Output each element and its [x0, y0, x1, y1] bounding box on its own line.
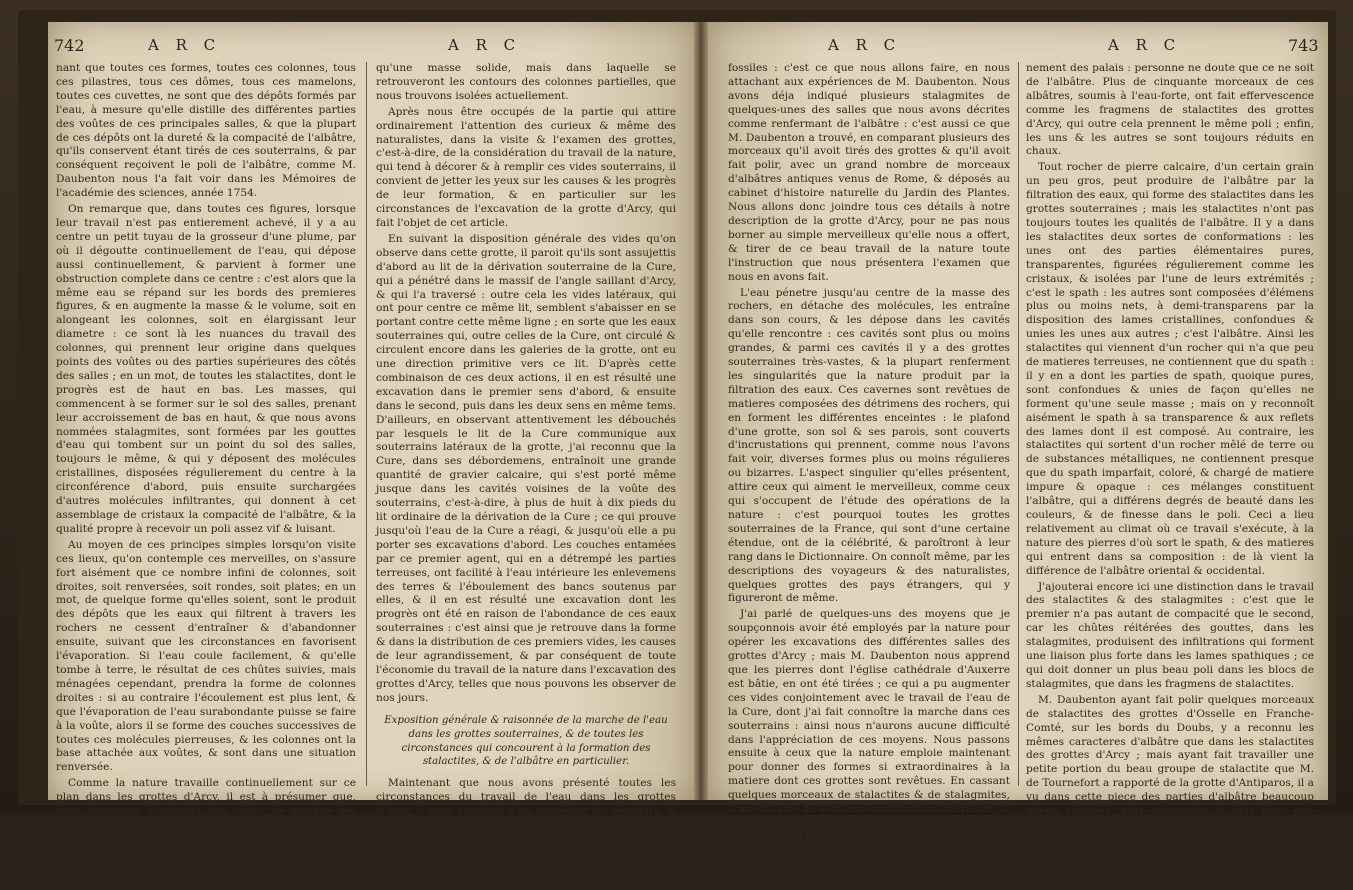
- running-head-right-col2: A R C: [1108, 36, 1182, 54]
- page-number-left: 742: [54, 36, 85, 55]
- paragraph: J'ai parlé de quelques-uns des moyens que je soupçonnois avoir été employés par la nature pour opérer les excavations des différentes salles des grottes d'Arcy ; mais M. Daubenton nous apprend que les pierres dont l'église cathédrale d'Auxerre est bâtie, en ont été tirées ; ce qui a pu augmenter ces vides conjointement avec le travail de l'eau de la Cure, dont j'ai fait connoître la marche dans ces souterrains : ainsi nous n'aurons aucune difficulté dans l'appréciation de ces moyens. Nous passons ensuite à ceux que la nature emploie maintenant pour donner des formes si extraordinaires à la matiere dont ces grottes sont revêtues. En cassant quelques morceaux de stalactites & de stalagmites, il me fut aisé de voir leur construction intérieure, & de reconnoître que cette matiere étoit de l'albâtre, comme nous l'avons déja dit d'après M. Daubenton.: [728, 608, 1010, 843]
- paragraph: Comme la nature travaille continuellement sur ce plan dans les grottes d'Arcy, il est à présumer que, dans beaucoup d'endroits des salles, le nombre des dépôts augmentera au point qu'il ne restera plus de vide, & que le tout ne formera plus: [56, 777, 356, 845]
- paragraph: L'eau pénetre jusqu'au centre de la masse des rochers, en détache des molécules, les entraîne dans son cours, & les dépose dans les cavités qu'elle rencontre : ces cavités sont plus ou moins grandes, & parmi ces cavités il y a des grottes souterraines très-vastes, & la plupart renferment les singularités que la nature produit par la filtration des eaux. Ces cavernes sont revêtues de matieres composées des détrimens des rochers, qui en forment les différentes enceintes : le plafond d'une grotte, son sol & ses parois, sont couverts d'incrustations qui prennent, comme nous l'avons fait voir, diverses formes plus ou moins régulieres ou bizarres. L'aspect singulier qu'elles présentent, attire ceux qui aiment le merveilleux, comme ceux qui s'occupent de l'étude des opérations de la nature : c'est pourquoi toutes les grottes souterraines de la France, qui sont d'une certaine étendue, ont de la célébrité, & paroîtront à leur rang dans le Dictionnaire. On connoît même, par les descriptions des voyageurs & des naturalistes, quelques grottes des pays étrangers, qui y figureront de même.: [728, 286, 1010, 605]
- left-page: [48, 22, 694, 845]
- paragraph: qu'une masse solide, mais dans laquelle se retrouveront les contours des colonnes partielles, que nous trouvons isolées actuellement.: [376, 62, 676, 102]
- paragraph: nant que toutes ces formes, toutes ces colonnes, tous ces pilastres, tous ces dômes, tous ces mamelons, toutes ces cuvettes, ne sont que des dépôts formés par l'eau, à mesure qu'elle distille des différentes parties des voûtes de ces principales salles, & que la plupart de ces dépôts ont la dureté & la compacité de l'albâtre, qu'ils conservent étant tirés de ces souterrains, & par conséquent reçoivent le poli de l'albâtre, comme M. Daubenton nous l'a fait voir dans les Mémoires de l'académie des sciences, année 1754.: [56, 62, 356, 200]
- paragraph: Effectivement, nous voyons tous les jours différentes pieces de la même matiere sous la forme de tables, d'urnes, de grands vases, qui font l'or-: [728, 846, 1010, 887]
- paragraph: Après nous être occupés de la partie qui attire ordinairement l'attention des curieux & même des naturalistes, dans la visite & l'examen des grottes, c'est-à-dire, de la considération du travail de la nature, qui tend à décorer & à remplir ces vides souterrains, il convient de jetter les yeux sur les causes & les progrès de leur formation, & en particulier sur les circonstances de l'excavation de la grotte d'Arcy, qui fait l'objet de cet article.: [376, 105, 676, 229]
- book-gutter: [694, 22, 708, 800]
- running-head-left-col1: A R C: [148, 36, 222, 54]
- page-number-right: 743: [1288, 36, 1319, 55]
- paragraph: nement des palais : personne ne doute que ce ne soit de l'albâtre. Plus de cinquante morceaux de ces albâtres, soumis à l'eau-forte, ont fait effervescence comme les fragmens de stalactites des grottes d'Arcy, qui outre cela prennent le même poli ; enfin, les uns & les autres se sont toujours réduits en chaux.: [1026, 62, 1314, 158]
- column-rule: [1018, 62, 1019, 786]
- right-page: [708, 22, 1328, 887]
- paragraph: M. Daubenton ayant fait polir quelques morceaux de stalactites des grottes d'Osselle en Franche-Comté, sur les bords du Doubs, y a reconnu les mêmes caracteres d'albâtre que dans les stalactites des grottes d'Arcy ; mais ayant fait travailler une petite portion du beau groupe de stalactite que M. de Tournefort a rapporté de la grotte d'Antiparos, il a vu dans cette piece des parties d'albâtre beaucoup mieux colorées, plus compactes & plus fines que dans l'albâtre d'Osselle & dans celui d'Arcy, qui ne sont pas susceptibles d'un aussi beau poli que les albâtres orientaux. On conçoit aisément les causes de toutes les différences qui se: [1026, 693, 1314, 873]
- running-head-right-col1: A R C: [828, 36, 902, 54]
- paragraph: Au moyen de ces principes simples lorsqu'on visite ces lieux, qu'on contemple ces merveilles, on s'assure fort aisément que ce nombre infini de colonnes, soit droites, soit renversées, soit rondes, soit plates; en un mot, de quelque forme qu'elles soient, sont le produit des dépôts que les eaux qui filtrent à travers les rochers ne cessent d'entraîner & d'abandonner ensuite, suivant que les circonstances en favorisent l'évaporation. Si l'eau coule facilement, & qu'elle tombe à terre, le résultat de ces chûtes suivies, mais ménagées cependant, prendra la forme de colonnes droites : si au contraire l'écoulement est plus lent, & que l'évaporation de l'eau surabondante puisse se faire à la voûte, alors il se forme des couches successives de toutes ces molécules pierreuses, & les colonnes ont la base attachée aux voûtes, & sont dans une situation renversée.: [56, 538, 356, 774]
- right-page-column-1: [728, 62, 1010, 890]
- column-rule: [366, 62, 367, 786]
- left-page-column-2: [376, 62, 676, 835]
- paragraph: J'ajouterai encore ici une distinction dans le travail des stalactites & des stalagmites : c'est que le premier n'a pas autant de compacité que le second, car les chûtes réitérées des gouttes, dans les stalagmites, produisent des infiltrations qui forment une liaison plus forte dans les lames spathiques ; ce qui doit donner un plus beau poli dans les blocs de stalagmites, que dans les fragmens de stalactites.: [1026, 580, 1314, 690]
- running-head-left-col2: A R C: [448, 36, 522, 54]
- paragraph: Tout rocher de pierre calcaire, d'un certain grain un peu gros, peut produire de l'albâtre par la filtration des eaux, qui forme des stalactites dans les grottes souterraines ; mais les stalactites n'ont pas toujours toutes les qualités de l'albâtre. Il y a dans les stalactites deux sortes de conformations : les unes ont des parties élémentaires pures, transparentes, figurées régulierement comme les cristaux, & isolées par l'une de leurs extrémités ; c'est le spath : les autres sont composées d'élémens plus ou moins nets, à demi-transparens par la disposition des lames cristallines, confondues & unies les unes aux autres ; c'est l'albâtre. Ainsi les stalactites qui viennent d'un rocher qui n'a que peu de matieres terreuses, ne contiennent que du spath : il y en a dont les parties de spath, quoique pures, sont confondues & unies de façon qu'elles ne forment qu'une seule masse ; mais on y reconnoît aisément le spath à sa transparence & aux reflets des lames dont il est composé. Au contraire, les stalactites qui sortent d'un rocher mêlé de terre ou de substances métalliques, ne contiennent presque que du spath imparfait, coloré, & chargé de matiere impure & opaque : ces mélanges constituent l'albâtre, qui a différens degrés de beauté dans les couleurs, & de finesse dans le poli. Ceci a lieu relativement au climat où ce travail s'exécute, à la nature des pierres d'où sort le spath, & des matieres qui entrent dans sa composition : de là vient la différence de l'albâtre oriental & occidental.: [1026, 161, 1314, 577]
- left-page-column-1: [56, 62, 356, 849]
- paragraph: On remarque que, dans toutes ces figures, lorsque leur travail n'est pas entierement achevé, il y a au centre un petit tuyau de la grosseur d'une plume, par où il dégoutte continuellement de l'eau, qui dépose aussi continuellement, & parvient à former une obstruction complete dans ce centre : c'est alors que la même eau se répand sur les bords des premieres figures, & en augmente la masse & le volume, soit en alongeant les colonnes, soit en élargissant leur diametre : ce sont là les nuances du travail des colonnes, qui prennent leur origine dans quelques points des voûtes ou des parties supérieures des côtés des salles ; en un mot, de toutes les stalactites, dont le progrès est de haut en bas. Les masses, qui commencent à se former sur le sol des salles, prenant leur accroissement de bas en haut, & que nous avons nommées stalagmites, sont formées par les gouttes d'eau qui tombent sur un point du sol des salles, toujours le même, & qui y déposent des molécules cristallines, disposées régulierement du centre à la circonférence d'abord, puis ensuite surchargées d'autres molécules infiltrantes, qui donnent à cet assemblage de cristaux la compacité de l'albâtre, & la qualité propre à recevoir un poli assez vif & luisant.: [56, 203, 356, 535]
- open-book: [18, 10, 1336, 887]
- right-page-column-2: [1026, 62, 1314, 877]
- paragraph: En suivant la disposition générale des vides qu'on observe dans cette grotte, il paroit qu'ils sont assujettis d'abord au lit de la dérivation souterraine de la Cure, qui a pénétré dans le massif de l'angle saillant d'Arcy, & qui l'a traversé : outre cela les vides latéraux, qui ont pour centre ce même lit, semblent s'abaisser en se portant contre cette même ligne ; en sorte que les eaux souterraines qui, outre celles de la Cure, ont circulé & circulent encore dans les galeries de la grotte, ont eu une direction primitive vers ce lit. D'après cette combinaison de ces deux actions, il en est résulté une excavation dans le premier sens d'abord, & ensuite dans le second, puis dans les deux sens en même tems. D'ailleurs, en observant attentivement les débouchés par lesquels le lit de la Cure communique aux souterrains latéraux de la grotte, j'ai reconnu que la Cure, dans ses débordemens, entraînoit une grande quantité de gravier calcaire, qui s'est porté même jusque dans les cavités voisines de la voûte des souterrains, c'est-à-dire, à plus de huit à dix pieds du lit ordinaire de la dérivation de la Cure ; ce qui prouve jusqu'où l'eau de la Cure a réagi, & jusqu'où elle a pu porter ses excavations d'abord. Les couches entamées par ce premier agent, qui en a détrempé les parties terreuses, ont facilité à l'eau intérieure les enlevemens des terres & l'éboulement des bancs soutenus par elles, & il en est résulté une excavation dont les progrès ont été en raison de l'abondance de ces eaux souterraines : c'est ainsi que je retrouve dans la forme & dans la distribution de ces premiers vides, les causes de leur agrandissement, & par conséquent de toute l'économie du travail de la nature dans l'excavation des grottes d'Arcy, telles que nous pouvons les observer de nos jours.: [376, 232, 676, 704]
- section-heading: Exposition générale & raisonnée de la marche de l'eau dans les grottes souterraines, & de toutes les circonstances qui concourent à la formation des stalactites, & de l'albâtre en particulier.: [384, 714, 668, 768]
- paragraph: Maintenant que nous avons présenté toutes les circonstances du travail de l'eau dans les grottes d'Arcy, il nous convient d'en apprécier les résultats, & de les ranger par ordre dans la liste de nos: [376, 777, 676, 832]
- paragraph: fossiles : c'est ce que nous allons faire, en nous attachant aux expériences de M. Daubenton. Nous avons déja indiqué plusieurs stalagmites de quelques-unes des salles que nous avons décrites comme renfermant de l'albâtre : c'est aussi ce que M. Daubenton a trouvé, en comparant plusieurs des morceaux qu'il avoit tirés des grottes & qu'il avoit fait polir, avec un grand nombre de morceaux d'albâtres antiques venus de Rome, & déposés au cabinet d'histoire naturelle du Jardin des Plantes. Nous allons donc joindre tous ces détails à notre description de la grotte d'Arcy, pour ne pas nous borner au simple merveilleux qu'elle nous a offert, & tirer de ce beau travail de la nature toute l'instruction que nous présentera l'examen que nous en avons fait.: [728, 62, 1010, 283]
